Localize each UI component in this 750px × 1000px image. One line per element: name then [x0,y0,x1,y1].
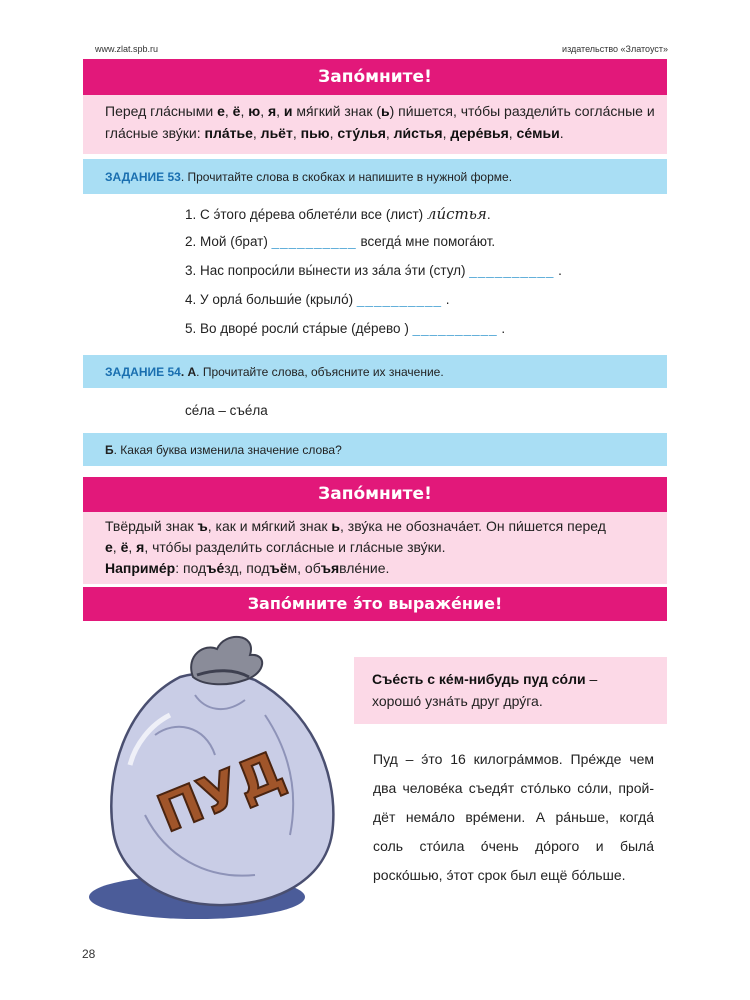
salt-bag-illustration [85,625,345,925]
exercise-text: 2. Мой (брат) [185,234,272,249]
exercise-end: . [497,321,506,336]
expression-phrase-line [372,671,597,687]
bag-label: ПУД [149,740,293,845]
remember-title-1: Запо́мните! [318,67,432,87]
task-53-tag: ЗАДАНИЕ 53 [105,170,181,184]
rule-example: Наприме́р: подъе́зд, подъём, объявле́ние. [105,560,390,576]
answer-blank[interactable]: __________ [469,263,555,278]
task-53-instruction: . Прочитайте слова в скобках и напишите в нужной форме. [180,170,513,184]
rule-line: е, ё, я, что́бы раздели́ть согла́сные и гла́сные зву́ки. [105,539,446,555]
task-54-instruction: . Прочитайте слова, объясните их значение. [196,365,444,379]
exercise-end: всегда́ мне помога́ют. [356,234,496,249]
task-54b-banner [83,433,667,466]
expression-dash: – [585,671,598,687]
expression-banner [83,587,667,621]
exercise-line-5 [185,321,505,336]
remember-title-2: Запо́мните! [318,484,432,504]
word-pair: се́ла – съе́ла [185,403,268,418]
exercise-text: 1. С э́того де́рева облете́ли все (лист) [185,207,427,222]
answer-blank[interactable]: __________ [412,321,498,336]
exercise-line-3 [185,263,562,278]
page-number: 28 [82,947,96,961]
expression-banner-title: Запо́мните э́то выраже́ние! [247,594,503,613]
expression-box [354,657,667,724]
exercise-text: 3. Нас попроси́ли вы́нести из за́ла э́ти (стул) [185,263,470,278]
publisher-name: издательство «Златоуст» [562,44,668,54]
task-54-tag: ЗАДАНИЕ 54 [105,365,181,379]
remember-rule-text-1: Перед гла́сными е, ё, ю, я, и мя́гкий знак (ь) пи́шется, что́бы раздели́ть согла́сные и гла́сные зву́ки: пла́тье, льёт, пью, сту́лья, ли́стья, дере́вья, се́мьи. [105,103,655,141]
answer-blank[interactable]: __________ [271,234,357,249]
exercise-end: . [486,207,491,222]
task-53-banner [83,159,667,194]
remember-rule-text-2 [105,516,660,579]
task-54-part-b: Б [105,443,114,457]
expression-meaning: хорошо́ узна́ть друг дру́га. [372,693,543,709]
task-54-part-a: . А [180,365,197,379]
task-54-banner [83,355,667,388]
answer-blank[interactable]: __________ [356,292,443,307]
task-54b-question: . Какая буква изменила значение слова? [113,443,342,457]
handwritten-answer: ли́стья [426,205,487,223]
story-paragraph: Пуд – э́то 16 килогра́ммов. Пре́жде чем два челове́ка съедя́т сто́лько со́ли, пройдёт нема́ло вре́мени. А ра́ньше, когда́ соль сто́ила о́чень до́рого и была́ роско́шью, э́тот срок был ещё бо́льше. [373,751,654,883]
exercise-text: 4. У орла́ больши́е (крыло́) [185,292,357,307]
rule-line: Твёрдый знак ъ, как и мя́гкий знак ь, зву́ка не обознача́ет. Он пи́шется перед [105,518,606,534]
exercise-line-1 [185,205,491,223]
exercise-line-2 [185,234,495,249]
exercise-line-4 [185,292,450,307]
exercise-end: . [554,263,562,278]
remember-banner-1 [83,59,667,95]
exercise-text: 5. Во дворе́ росли́ ста́рые (де́рево ) [185,321,413,336]
exercise-end: . [442,292,450,307]
expression-phrase: Съе́сть с ке́м-нибудь пуд со́ли [372,671,586,687]
remember-banner-2 [83,477,667,512]
site-url: www.zlat.spb.ru [95,44,159,54]
